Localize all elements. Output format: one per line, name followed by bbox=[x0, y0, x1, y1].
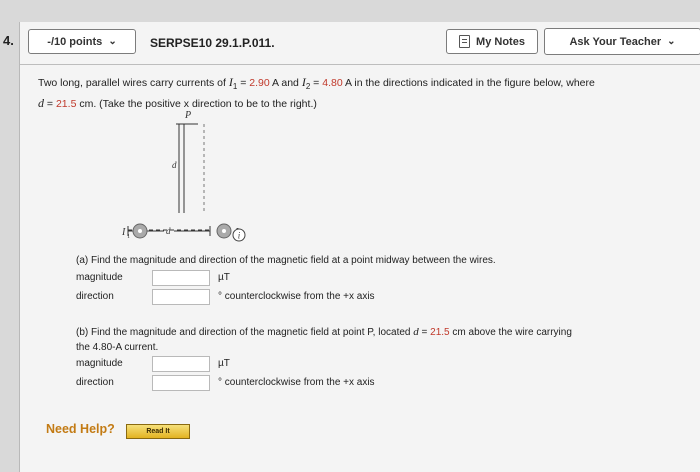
i1-value: 2.90 bbox=[249, 77, 270, 89]
points-label: -/10 points bbox=[47, 35, 103, 48]
part-a-magnitude-unit: µT bbox=[218, 272, 230, 283]
question-header bbox=[20, 22, 700, 65]
wires-figure bbox=[100, 108, 250, 248]
figure-label-i1-sub: 1 bbox=[127, 234, 130, 240]
figure-label-d-vertical: d bbox=[172, 160, 177, 170]
figure-label-p: P bbox=[185, 110, 192, 121]
my-notes-label: My Notes bbox=[476, 35, 525, 48]
part-a-magnitude-input[interactable] bbox=[152, 270, 210, 286]
i1-symbol: I bbox=[228, 75, 233, 89]
chevron-down-icon: ⌄ bbox=[108, 36, 117, 47]
i2-symbol: I bbox=[301, 75, 306, 89]
part-b-magnitude-unit: µT bbox=[218, 358, 230, 369]
i1-sub: 1 bbox=[232, 82, 238, 92]
i2-value: 4.80 bbox=[322, 77, 343, 89]
d-value: 21.5 bbox=[55, 98, 77, 111]
ask-teacher-label: Ask Your Teacher bbox=[569, 35, 662, 48]
problem-tail: cm. (Take the positive x direction to be to the right.) bbox=[79, 98, 317, 111]
part-b-direction-unit: ° counterclockwise from the +x axis bbox=[218, 377, 375, 388]
need-help-label: Need Help? bbox=[46, 422, 115, 436]
part-a-direction-unit: ° counterclockwise from the +x axis bbox=[218, 291, 375, 302]
part-b-d-value: 21.5 bbox=[430, 327, 450, 338]
read-it-button[interactable]: Read It bbox=[126, 424, 190, 439]
part-b-prompt-3: the 4.80-A current. bbox=[76, 342, 159, 353]
svg-text:i: i bbox=[237, 230, 241, 241]
question-panel bbox=[19, 22, 700, 472]
chevron-down-icon: ⌄ bbox=[667, 36, 676, 47]
part-b-magnitude-input[interactable] bbox=[152, 356, 210, 372]
part-b-prompt-1: (b) Find the magnitude and direction of the magnetic field at point P, located bbox=[76, 327, 411, 338]
i2-sub: 2 bbox=[305, 82, 311, 92]
part-b-magnitude-label: magnitude bbox=[76, 358, 123, 369]
my-notes-button[interactable] bbox=[446, 29, 538, 54]
problem-statement: Two long, parallel wires carry currents of $I_1 = 2.90$ A and $I_2 = 4.80$ A in the directions indicated in the figure below, where d = 21.5 cm. (Take the positive x direction to be to the right.) bbox=[38, 75, 595, 111]
d-symbol: d bbox=[38, 96, 44, 111]
note-icon bbox=[459, 35, 470, 48]
part-b-direction-input[interactable] bbox=[152, 375, 210, 391]
wire-1-dot bbox=[138, 229, 142, 233]
problem-code: SERPSE10 29.1.P.011. bbox=[150, 36, 275, 50]
figure-label-i1: I bbox=[122, 227, 126, 238]
figure-label-d-horizontal: d bbox=[166, 226, 171, 236]
part-b-direction-label: direction bbox=[76, 377, 114, 388]
part-a-direction-label: direction bbox=[76, 291, 114, 302]
question-number: 4. bbox=[3, 33, 14, 48]
problem-after-values: A in the directions indicated in the figure below, where bbox=[345, 77, 595, 89]
wire-2-dot bbox=[222, 229, 226, 233]
part-a-magnitude-label: magnitude bbox=[76, 272, 123, 283]
part-b-d-symbol: d bbox=[413, 326, 419, 338]
part-a-direction-input[interactable] bbox=[152, 289, 210, 305]
ask-teacher-button[interactable] bbox=[544, 28, 700, 55]
points-dropdown[interactable] bbox=[28, 29, 136, 54]
problem-intro: Two long, parallel wires carry currents of bbox=[38, 77, 226, 89]
part-b-prompt-2: cm above the wire carrying bbox=[452, 327, 572, 338]
part-b-prompt: (b) Find the magnitude and direction of the magnetic field at point P, located d = 21.5 cm above the wire carrying the 4.80-A current. bbox=[76, 326, 572, 353]
info-icon[interactable] bbox=[232, 228, 246, 242]
part-a-prompt: (a) Find the magnitude and direction of the magnetic field at a point midway between the wires. bbox=[76, 255, 496, 266]
